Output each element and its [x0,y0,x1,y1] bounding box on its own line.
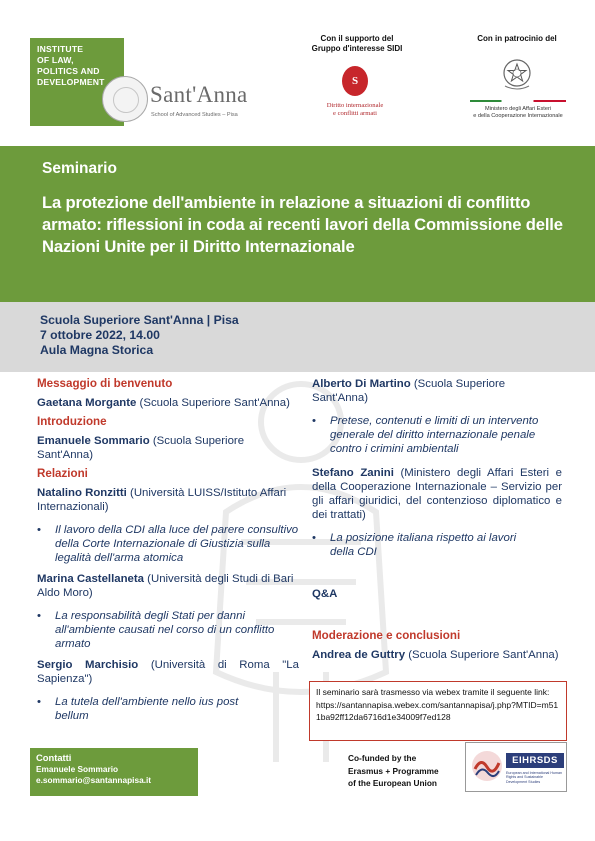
sidi-line: Diritto internazionale [326,102,384,109]
speaker-affiliation: (Scuola Superiore Sant'Anna) [408,649,559,661]
institute-line: POLITICS AND [37,66,100,76]
bullet: • [312,415,316,427]
speaker-entry [37,658,299,686]
ministry-line: e della Cooperazione Internazionale [473,113,563,119]
event-type-label: Seminario [42,160,117,177]
santanna-logo-subtitle: School of Advanced Studies – Pisa [151,112,238,118]
event-room: Aula Magna Storica [40,343,154,357]
talk-title-item [37,695,299,723]
contact-name: Emanuele Sommario [36,764,119,774]
event-date: 7 ottobre 2022, 14.00 [40,328,160,342]
speaker-entry [37,486,299,514]
qa-label: Q&A [312,588,338,600]
seminar-title: La protezione dell'ambiente in relazione a situazioni di conflitto armato: riflessioni in coda ai recenti lavori della Commissione delle Nazioni Unite per il Diritto Internazionale [42,193,563,256]
erasmus-line: of the European Union [348,778,437,788]
speaker-affiliation: (Università degli Studi di Bari Aldo Moro) [37,573,294,599]
erasmus-line: Co-funded by the [348,753,417,763]
eihrsds-logo [465,742,567,792]
talk-title: La posizione italiana rispetto ai lavori della CDI [330,532,517,558]
bullet: • [37,696,41,708]
santanna-seal-icon [102,76,148,122]
speaker-affiliation: (Università LUISS/Istituto Affari Internazionali) [37,487,287,513]
sidi-logo-icon: S [342,66,368,96]
speaker-affiliation: (Scuola Superiore Sant'Anna) [37,435,245,461]
support-line: Con il supporto del [320,34,394,43]
talk-title: La tutela dell'ambiente nello ius post bellum [55,696,239,722]
speaker-name: Emanuele Sommario [37,435,150,447]
bullet: • [312,532,316,544]
sidi-logo-text [308,102,402,118]
speaker-name: Alberto Di Martino [312,378,411,390]
title-band [0,146,595,302]
talk-title-item [37,609,299,651]
event-place: Scuola Superiore Sant'Anna | Pisa [40,313,239,327]
speaker-entry [37,434,299,462]
section-title-intro: Introduzione [37,415,107,428]
webex-intro-text: Il seminario sarà trasmesso via webex tramite il seguente link: [316,687,550,697]
talk-title: La responsabilità degli Stati per danni all'ambiente causati nel corso di un conflitto armato [55,610,275,650]
speaker-name: Sergio Marchisio [37,659,139,671]
support-label [296,34,418,54]
santanna-logo-text: Sant'Anna [150,82,248,107]
talk-title: Pretese, contenuti e limiti di un intervento generale del diritto internazionale penale contro i crimini ambientali [330,415,539,455]
speaker-name: Natalino Ronzitti [37,487,127,499]
speaker-affiliation: (Scuola Superiore Sant'Anna) [312,378,506,404]
institute-line: INSTITUTE [37,44,84,54]
event-info-band [0,302,595,372]
webex-info-box [309,681,567,741]
bullet: • [37,610,41,622]
italian-flag-stripe [470,100,566,102]
sidi-line: e conflitti armati [333,110,377,117]
contact-title: Contatti [36,752,72,763]
section-title-moderation: Moderazione e conclusioni [312,629,461,642]
eihrsds-wave-icon [470,749,504,783]
erasmus-funding-text [348,752,468,790]
bullet: • [37,524,41,536]
patronage-label: Con in patrocinio del [477,34,557,43]
contact-email[interactable]: e.sommario@santannapisa.it [36,775,152,785]
institute-line: OF LAW, [37,55,74,65]
speaker-entry [37,572,299,600]
talk-title-item [312,414,562,456]
institute-line: DEVELOPMENT [37,77,105,87]
webex-link[interactable]: https://santannapisa.webex.com/santannapisa/j.php?MTID=m511ba92ff12da6716d1e34009f7ed128 [316,699,559,722]
speaker-entry [312,648,562,662]
speaker-affiliation: (Scuola Superiore Sant'Anna) [139,397,290,409]
speaker-entry [312,377,562,405]
speaker-name: Stefano Zanini [312,467,394,479]
program-right-column [312,377,562,667]
eihrsds-subtitle: European and International Human Rights and Sustainable Development Studies [506,771,562,784]
speaker-name: Andrea de Guttry [312,649,406,661]
speaker-entry [312,466,562,522]
section-title-talks: Relazioni [37,467,88,480]
talk-title-item [312,531,562,559]
contact-box [30,748,198,796]
eihrsds-badge: EIHRSDS [506,753,564,768]
speaker-name: Gaetana Morgante [37,397,137,409]
speaker-affiliation: (Università di Roma "La Sapienza") [37,659,299,685]
support-line: Gruppo d'interesse SIDI [311,44,403,53]
erasmus-line: Erasmus + Programme [348,765,439,776]
speaker-entry [37,396,299,410]
talk-title-item [37,523,299,565]
speaker-name: Marina Castellaneta [37,573,144,585]
ministry-line: Ministero degli Affari Esteri [484,106,552,112]
header [0,0,595,146]
ministry-logo-text [460,106,576,120]
speaker-affiliation: (Ministero degli Affari Esteri e della Cooperazione Internazionale – Servizio per gli affari giuridici, del contenzioso diplomatico e dei trattati) [312,467,562,521]
section-title-welcome: Messaggio di benvenuto [37,377,173,390]
italian-republic-emblem-icon [501,56,533,92]
talk-title: Il lavoro della CDI alla luce del parere consultivo della Corte Internazionale di Giustizia sulla legalità dell'arma atomica [55,524,299,564]
program-left-column [37,377,299,730]
